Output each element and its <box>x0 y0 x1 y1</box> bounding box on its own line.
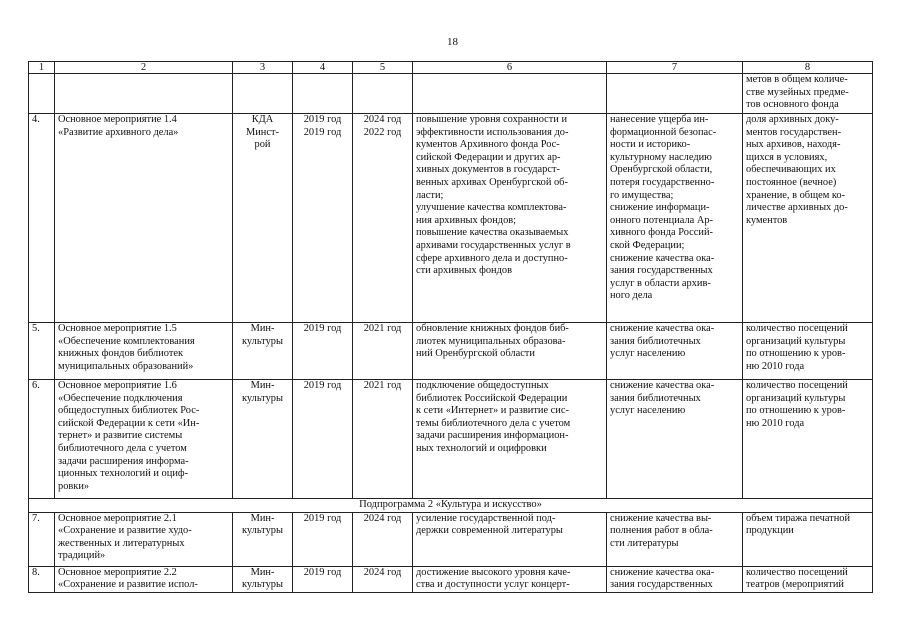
indicator-cell: метов в общем количе- стве музейных предме- тов основного фонда <box>743 74 873 114</box>
cell-line: «Обеспечение подключения <box>58 392 183 404</box>
table-row <box>29 380 873 499</box>
cell-line: нанесение ущерба ин- <box>610 114 709 125</box>
cell-line: Мин- <box>250 323 275 334</box>
consequences-cell <box>607 566 743 592</box>
cell-line: по отношению к уров- <box>746 405 846 417</box>
expected-result-cell <box>413 566 607 592</box>
executor-cell <box>233 512 293 566</box>
cell-line: хранение, в общем ко- <box>746 189 846 201</box>
cell-line: КДА <box>251 114 274 125</box>
cell-line: количество посещений <box>746 323 848 334</box>
start-year-cell <box>293 512 353 566</box>
cell-line: улучшение качества комплектова- <box>416 202 567 214</box>
cell-line: личестве архивных до- <box>746 202 848 214</box>
cell-line: повышение уровня сохранности и <box>416 114 568 125</box>
activity-name-cell <box>55 566 233 592</box>
cell-line: общедоступных библиотек Рос- <box>58 405 200 417</box>
cell-line: «Развитие архивного дела» <box>58 126 179 138</box>
program-activities-table <box>28 61 873 593</box>
subprogram-row <box>29 499 873 513</box>
cell-line: снижение качества ока- <box>610 323 715 334</box>
consequences-cell <box>607 380 743 499</box>
cell-line: Минст- <box>246 126 279 138</box>
cell-line: культуры <box>242 392 283 404</box>
cell-line: достижение высокого уровня каче- <box>416 566 571 578</box>
cell-line: задачи расширения информацион- <box>416 430 569 442</box>
cell-line: ности и историко- <box>610 139 691 151</box>
cell-line: 2024 год <box>363 114 402 125</box>
cell-line: усиление государственной под- <box>416 512 556 524</box>
cell-line: продукции <box>746 525 794 537</box>
indicator-cell <box>743 566 873 592</box>
cell-line: полнения работ в обла- <box>610 525 713 537</box>
cell-line: формационной безопас- <box>610 126 717 138</box>
cell-line: лиотек муниципальных образова- <box>416 335 566 347</box>
column-header: 2 <box>55 62 233 74</box>
cell-line: ного дела <box>610 290 653 302</box>
cell-line: ровки» <box>58 480 90 492</box>
row-number-cell: 5. <box>29 323 55 380</box>
cell-line: постоянное (вечное) <box>746 176 837 188</box>
end-year-cell <box>353 380 413 499</box>
cell-line: венных архивах Оренбургской об- <box>416 176 568 188</box>
column-header: 6 <box>413 62 607 74</box>
cell-line: «Сохранение и развитие испол- <box>58 579 198 591</box>
column-header: 5 <box>353 62 413 74</box>
cell-line: ных архивов, находя- <box>746 139 841 151</box>
cell-line: 2019 год <box>303 323 342 334</box>
activity-name-cell <box>55 380 233 499</box>
table-row <box>29 566 873 592</box>
table-row <box>29 323 873 380</box>
cell-line: снижение качества вы- <box>610 512 712 524</box>
cell-line: зания библиотечных <box>610 392 701 404</box>
executor-cell <box>233 566 293 592</box>
consequences-cell <box>607 512 743 566</box>
indicator-cell <box>743 380 873 499</box>
cell-line: жественных и литературных <box>58 537 185 549</box>
end-year-cell <box>353 512 413 566</box>
cell-line: «Обеспечение комплектования <box>58 335 195 347</box>
cell-line: организаций культуры <box>746 392 846 404</box>
cell-line: 2024 год <box>363 566 402 578</box>
start-year-cell <box>293 566 353 592</box>
cell-line: библиотечного дела с учетом <box>58 442 187 454</box>
column-header: 3 <box>233 62 293 74</box>
cell-line: муниципальных образований» <box>58 360 194 372</box>
cell-line: Мин- <box>250 566 275 578</box>
activity-name-cell <box>55 323 233 380</box>
cell-line: Мин- <box>250 512 275 524</box>
indicator-cell <box>743 512 873 566</box>
cell-line: Мин- <box>250 380 275 391</box>
row-number-cell: 6. <box>29 380 55 499</box>
cell-line: снижение качества ока- <box>610 252 715 264</box>
cell-line: 2022 год <box>363 126 402 138</box>
cell-line: сти литературы <box>610 537 679 549</box>
cell-line: обновление книжных фондов биб- <box>416 323 569 334</box>
cell-line: Основное мероприятие 2.2 <box>58 566 177 578</box>
cell-line: сийской Федерации и других ар- <box>416 151 561 163</box>
cell-line: кументов <box>746 214 788 226</box>
cell-line: ционных технологий и оциф- <box>58 468 189 480</box>
cell-line: зания библиотечных <box>610 335 701 347</box>
cell-line: ню 2010 года <box>746 360 805 372</box>
cell-line: сти архивных фондов <box>416 265 512 277</box>
cell-line: 2019 год <box>303 126 342 138</box>
cell-line: объем тиража печатной <box>746 512 851 524</box>
column-header: 1 <box>29 62 55 74</box>
executor-cell <box>233 114 293 323</box>
cell-line: 2021 год <box>363 323 402 334</box>
end-year-cell <box>353 323 413 380</box>
cell-line: хивного фонда Россий- <box>610 227 713 239</box>
cell-line: ментов государствен- <box>746 126 842 138</box>
activity-name-cell <box>55 512 233 566</box>
indicator-cell <box>743 114 873 323</box>
cell-line: 2021 год <box>363 380 402 391</box>
cell-line: Оренбургской области, <box>610 164 713 176</box>
cell-line: традиций» <box>58 550 106 562</box>
cell-line: снижение качества ока- <box>610 566 715 578</box>
start-year-cell <box>293 323 353 380</box>
cell-line: сфере архивного дела и доступно- <box>416 252 568 264</box>
cell-line: зания государственных <box>610 265 713 277</box>
cell-line: эффективности использования до- <box>416 126 569 138</box>
cell-line: 2019 год <box>303 566 342 578</box>
cell-line: ласти; <box>416 189 444 201</box>
consequences-cell <box>607 114 743 323</box>
cell-line: театров (мероприятий <box>746 579 844 591</box>
cell-line: рой <box>254 139 271 151</box>
column-number-header-row <box>29 62 873 74</box>
cell-line: библиотек Российской Федерации <box>416 392 568 404</box>
cell-line: хивных документов в государст- <box>416 164 560 176</box>
column-header: 4 <box>293 62 353 74</box>
page-number: 18 <box>447 36 458 48</box>
cell-line: сийской Федерации к сети «Ин- <box>58 417 200 429</box>
cell-line: к сети «Интернет» и развитие сис- <box>416 405 569 417</box>
cell-line: щихся в условиях, <box>746 151 828 163</box>
cell-line: снижение информаци- <box>610 202 710 214</box>
cell-line: ных технологий и оцифровки <box>416 442 547 454</box>
cell-line: количество посещений <box>746 566 848 578</box>
table-row <box>29 512 873 566</box>
cell-line: услуг населению <box>610 348 686 360</box>
cell-line: 2024 год <box>363 512 402 524</box>
column-header: 8 <box>743 62 873 74</box>
cell-line: зания государственных <box>610 579 713 591</box>
cell-line: культурному наследию <box>610 151 712 163</box>
continuation-row <box>29 74 873 114</box>
cell-line: культуры <box>242 335 283 347</box>
expected-result-cell <box>413 380 607 499</box>
start-year-cell <box>293 114 353 323</box>
cell-line: Основное мероприятие 1.4 <box>58 114 177 125</box>
cell-line: обеспечивающих их <box>746 164 836 176</box>
expected-result-cell <box>413 114 607 323</box>
row-number-cell: 4. <box>29 114 55 323</box>
cell-line: повышение качества оказываемых <box>416 227 569 239</box>
cell-line: доля архивных доку- <box>746 114 839 125</box>
cell-line: ства и доступности услуг концерт- <box>416 579 570 591</box>
cell-line: Основное мероприятие 1.6 <box>58 380 177 391</box>
cell-line: книжных фондов библиотек <box>58 348 184 360</box>
cell-line: снижение качества ока- <box>610 380 715 391</box>
cell-line: культуры <box>242 525 283 537</box>
subprogram-title: Подпрограмма 2 «Культура и искусство» <box>29 499 873 513</box>
cell-line: кументов Архивного фонда Рос- <box>416 139 560 151</box>
cell-line: потеря государственно- <box>610 176 715 188</box>
executor-cell <box>233 380 293 499</box>
cell-line: тернет» и развитие системы <box>58 430 183 442</box>
cell-line: «Сохранение и развитие худо- <box>58 525 192 537</box>
indicator-cell <box>743 323 873 380</box>
cell-line: по отношению к уров- <box>746 348 846 360</box>
cell-line: ню 2010 года <box>746 417 805 429</box>
activity-name-cell <box>55 114 233 323</box>
cell-line: количество посещений <box>746 380 848 391</box>
cell-line: темы библиотечного дела с учетом <box>416 417 571 429</box>
cell-line: го имущества; <box>610 189 674 201</box>
cell-line: организаций культуры <box>746 335 846 347</box>
cell-line: держки современной литературы <box>416 525 563 537</box>
cell-line: ской Федерации; <box>610 239 685 251</box>
cell-line: подключение общедоступных <box>416 380 549 391</box>
cell-line: ния архивных фондов; <box>416 214 517 226</box>
column-header: 7 <box>607 62 743 74</box>
cell-line: задачи расширения информа- <box>58 455 189 467</box>
cell-line: онного потенциала Ар- <box>610 214 714 226</box>
row-number-cell: 8. <box>29 566 55 592</box>
row-number-cell: 7. <box>29 512 55 566</box>
cell-line: услуг в области архив- <box>610 277 711 289</box>
end-year-cell <box>353 566 413 592</box>
end-year-cell <box>353 114 413 323</box>
cell-line: культуры <box>242 579 283 591</box>
cell-line: 2019 год <box>303 114 342 125</box>
cell-line: 2019 год <box>303 512 342 524</box>
start-year-cell <box>293 380 353 499</box>
cell-line: Основное мероприятие 2.1 <box>58 512 177 524</box>
cell-line: услуг населению <box>610 405 686 417</box>
expected-result-cell <box>413 512 607 566</box>
cell-line: архивами государственных услуг в <box>416 239 571 251</box>
cell-line: Основное мероприятие 1.5 <box>58 323 177 334</box>
cell-line: ний Оренбургской области <box>416 348 535 360</box>
table-row <box>29 114 873 323</box>
executor-cell <box>233 323 293 380</box>
expected-result-cell <box>413 323 607 380</box>
consequences-cell <box>607 323 743 380</box>
cell-line: 2019 год <box>303 380 342 391</box>
